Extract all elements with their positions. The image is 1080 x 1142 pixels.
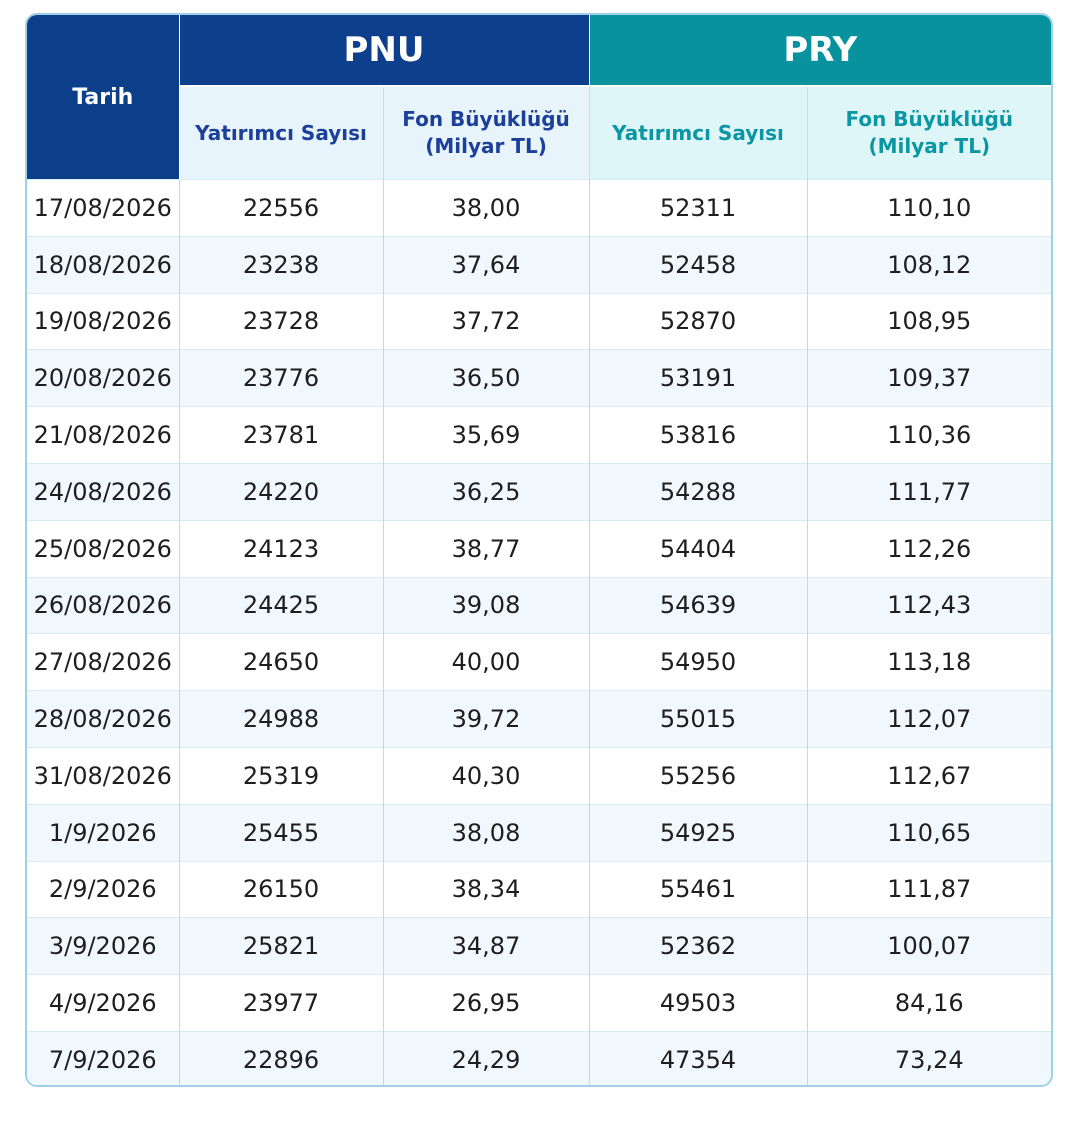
pnu-fund-size-cell: 38,77	[383, 520, 589, 577]
date-cell: 27/08/2026	[27, 634, 179, 691]
pnu-investor-count-cell: 26150	[179, 861, 383, 918]
pnu-investor-count-cell: 23728	[179, 293, 383, 350]
pry-fund-size-cell: 73,24	[807, 1031, 1051, 1087]
pry-investor-count-cell: 55461	[589, 861, 807, 918]
pnu-investor-count-cell: 23776	[179, 350, 383, 407]
pnu-investor-count-cell: 23238	[179, 236, 383, 293]
pnu-fund-size-cell: 26,95	[383, 975, 589, 1032]
fund-table	[27, 15, 1051, 1087]
pnu-investor-count-cell: 22556	[179, 180, 383, 237]
pnu-investor-count-cell: 25821	[179, 918, 383, 975]
pnu-fund-size-cell: 24,29	[383, 1031, 589, 1087]
table-row	[27, 634, 1051, 691]
pry-investor-count-cell: 53191	[589, 350, 807, 407]
pry-investor-count-cell: 49503	[589, 975, 807, 1032]
pry-fund-size-header	[807, 86, 1051, 180]
pry-investor-count-cell: 47354	[589, 1031, 807, 1087]
pry-fund-size-unit: (Milyar TL)	[868, 134, 991, 158]
date-cell: 19/08/2026	[27, 293, 179, 350]
date-cell: 24/08/2026	[27, 463, 179, 520]
pry-fund-size-cell: 113,18	[807, 634, 1051, 691]
pry-investor-count-cell: 52870	[589, 293, 807, 350]
pnu-fund-size-label: Fon Büyüklüğü	[402, 107, 570, 131]
pnu-fund-size-unit: (Milyar TL)	[425, 134, 547, 158]
table-row	[27, 520, 1051, 577]
table-row	[27, 918, 1051, 975]
table-header	[27, 15, 1051, 180]
pry-fund-size-cell: 112,07	[807, 691, 1051, 748]
pnu-fund-size-cell: 38,34	[383, 861, 589, 918]
pry-fund-size-cell: 108,12	[807, 236, 1051, 293]
pry-investor-count-cell: 55256	[589, 747, 807, 804]
pry-fund-size-cell: 110,65	[807, 804, 1051, 861]
pry-fund-size-cell: 112,43	[807, 577, 1051, 634]
pnu-fund-size-cell: 39,08	[383, 577, 589, 634]
date-cell: 17/08/2026	[27, 180, 179, 237]
pry-fund-size-cell: 110,10	[807, 180, 1051, 237]
pry-fund-size-cell: 111,77	[807, 463, 1051, 520]
pry-fund-size-cell: 84,16	[807, 975, 1051, 1032]
pnu-investor-count-cell: 22896	[179, 1031, 383, 1087]
table-row	[27, 236, 1051, 293]
pnu-investor-count-cell: 24425	[179, 577, 383, 634]
pnu-investor-count-cell: 23977	[179, 975, 383, 1032]
pry-investor-count-cell: 54288	[589, 463, 807, 520]
date-cell: 18/08/2026	[27, 236, 179, 293]
table-row	[27, 1031, 1051, 1087]
pry-fund-size-cell: 112,26	[807, 520, 1051, 577]
pnu-investor-count-label: Yatırımcı Sayısı	[195, 120, 367, 145]
date-cell: 4/9/2026	[27, 975, 179, 1032]
pnu-investor-count-cell: 24650	[179, 634, 383, 691]
pry-investor-count-cell: 55015	[589, 691, 807, 748]
date-cell: 21/08/2026	[27, 407, 179, 464]
pnu-fund-size-cell: 39,72	[383, 691, 589, 748]
pry-investor-count-header	[589, 86, 807, 180]
date-cell: 2/9/2026	[27, 861, 179, 918]
table-body	[27, 180, 1051, 1088]
pnu-investor-count-cell: 24220	[179, 463, 383, 520]
table-row	[27, 407, 1051, 464]
pnu-fund-size-cell: 36,25	[383, 463, 589, 520]
pry-fund-size-cell: 112,67	[807, 747, 1051, 804]
pnu-fund-size-cell: 38,00	[383, 180, 589, 237]
date-cell: 20/08/2026	[27, 350, 179, 407]
pry-investor-count-cell: 54404	[589, 520, 807, 577]
table-row	[27, 180, 1051, 237]
date-cell: 3/9/2026	[27, 918, 179, 975]
pry-fund-size-cell: 108,95	[807, 293, 1051, 350]
table-row	[27, 350, 1051, 407]
pnu-fund-size-cell: 37,64	[383, 236, 589, 293]
pnu-fund-size-cell: 38,08	[383, 804, 589, 861]
pry-investor-count-cell: 54639	[589, 577, 807, 634]
date-cell: 25/08/2026	[27, 520, 179, 577]
table-row	[27, 975, 1051, 1032]
table-row	[27, 747, 1051, 804]
date-column-header: Tarih	[27, 15, 179, 180]
pnu-investor-count-cell: 24988	[179, 691, 383, 748]
table-row	[27, 691, 1051, 748]
pnu-investor-count-cell: 25455	[179, 804, 383, 861]
table-row	[27, 577, 1051, 634]
pry-investor-count-cell: 52362	[589, 918, 807, 975]
fund-table-container	[25, 13, 1053, 1087]
pnu-investor-count-cell: 24123	[179, 520, 383, 577]
date-cell: 26/08/2026	[27, 577, 179, 634]
pnu-fund-size-cell: 35,69	[383, 407, 589, 464]
table-row	[27, 463, 1051, 520]
pry-fund-size-cell: 110,36	[807, 407, 1051, 464]
pnu-fund-size-cell: 34,87	[383, 918, 589, 975]
date-cell: 28/08/2026	[27, 691, 179, 748]
pnu-investor-count-cell: 25319	[179, 747, 383, 804]
pnu-fund-size-cell: 40,00	[383, 634, 589, 691]
pnu-investor-count-cell: 23781	[179, 407, 383, 464]
pnu-investor-count-header	[179, 86, 383, 180]
pry-group-header: PRY	[589, 15, 1051, 86]
pry-investor-count-cell: 52311	[589, 180, 807, 237]
pry-investor-count-label: Yatırımcı Sayısı	[612, 120, 784, 145]
pry-investor-count-cell: 54950	[589, 634, 807, 691]
pry-investor-count-cell: 52458	[589, 236, 807, 293]
table-row	[27, 293, 1051, 350]
pry-fund-size-cell: 111,87	[807, 861, 1051, 918]
table-row	[27, 804, 1051, 861]
table-row	[27, 861, 1051, 918]
pnu-fund-size-cell: 36,50	[383, 350, 589, 407]
pry-investor-count-cell: 54925	[589, 804, 807, 861]
pry-fund-size-cell: 109,37	[807, 350, 1051, 407]
date-cell: 1/9/2026	[27, 804, 179, 861]
pry-fund-size-cell: 100,07	[807, 918, 1051, 975]
pry-fund-size-label: Fon Büyüklüğü	[845, 107, 1014, 131]
pry-investor-count-cell: 53816	[589, 407, 807, 464]
date-cell: 7/9/2026	[27, 1031, 179, 1087]
pnu-fund-size-cell: 40,30	[383, 747, 589, 804]
pnu-fund-size-header	[383, 86, 589, 180]
date-cell: 31/08/2026	[27, 747, 179, 804]
pnu-fund-size-cell: 37,72	[383, 293, 589, 350]
pnu-group-header: PNU	[179, 15, 589, 86]
